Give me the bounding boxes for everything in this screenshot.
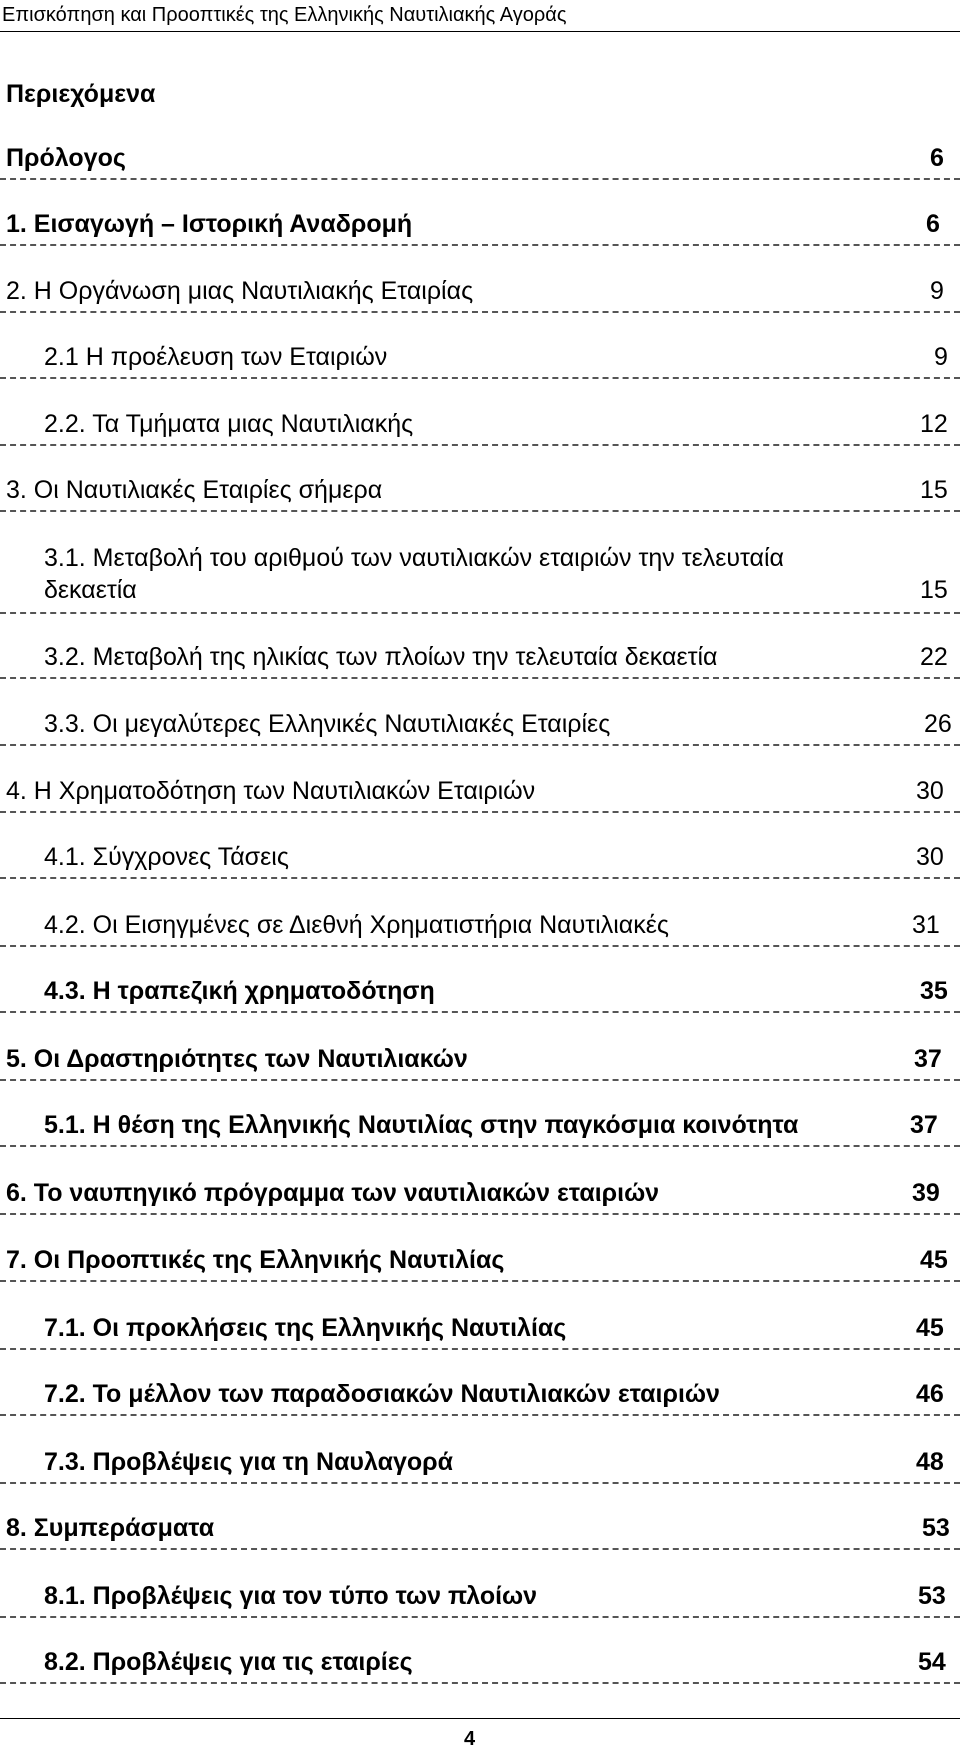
toc-entry-title: 2. Η Οργάνωση μιας Ναυτιλιακής Εταιρίας	[6, 277, 474, 305]
toc-entry-page: 53	[922, 1514, 950, 1542]
toc-entry-page: 31	[912, 911, 940, 939]
toc-entry-leader	[0, 444, 960, 446]
toc-entry-page: 30	[916, 843, 944, 871]
toc-entry-title: 3.2. Μεταβολή της ηλικίας των πλοίων την τελευταία δεκαετία	[44, 643, 718, 671]
toc-entry-title: 5.1. Η θέση της Ελληνικής Ναυτιλίας στην παγκόσμια κοινότητα	[44, 1111, 799, 1139]
toc-entry-page: 35	[920, 977, 948, 1005]
toc-entry-title: 1. Εισαγωγή – Ιστορική Αναδρομή	[6, 210, 413, 238]
toc-entry-title: 4.2. Οι Εισηγμένες σε Διεθνή Χρηματιστήρια Ναυτιλιακές	[44, 911, 669, 939]
toc-entry-page: 15	[920, 576, 948, 604]
toc-entry-leader	[0, 178, 960, 180]
toc-entry-title: 2.1 Η προέλευση των Εταιριών	[44, 343, 388, 371]
toc-entry-leader	[0, 1079, 960, 1081]
toc-entry-page: 6	[926, 210, 940, 238]
toc-entry-title: 2.2. Τα Τμήματα μιας Ναυτιλιακής	[44, 410, 414, 438]
toc-entry-leader	[0, 377, 960, 379]
toc-entry-page: 45	[916, 1314, 944, 1342]
toc-entry-title: 8.2. Προβλέψεις για τις εταιρίες	[44, 1648, 413, 1676]
toc-heading: Περιεχόμενα	[6, 80, 156, 108]
toc-entry-leader	[0, 677, 960, 679]
toc-entry-leader	[0, 1011, 960, 1013]
toc-entry-leader	[0, 612, 960, 614]
toc-entry-leader	[0, 1682, 960, 1684]
toc-entry-page: 37	[914, 1045, 942, 1073]
toc-entry-leader	[0, 1213, 960, 1215]
toc-entry-leader	[0, 945, 960, 947]
toc-entry-page: 30	[916, 777, 944, 805]
toc-entry-title: 4. Η Χρηματοδότηση των Ναυτιλιακών Εταιριών	[6, 777, 536, 805]
toc-entry-page: 39	[912, 1179, 940, 1207]
toc-entry-title: 4.3. Η τραπεζική χρηματοδότηση	[44, 977, 435, 1005]
running-header	[0, 0, 960, 30]
toc-entry-leader	[0, 1616, 960, 1618]
toc-entry-title: 7.1. Οι προκλήσεις της Ελληνικής Ναυτιλίας	[44, 1314, 567, 1342]
toc-entry-leader	[0, 1145, 960, 1147]
toc-entry-title: 7.3. Προβλέψεις για τη Ναυλαγορά	[44, 1448, 453, 1476]
footer-rule	[0, 1718, 960, 1719]
toc-entry-title: 8. Συμπεράσματα	[6, 1514, 215, 1542]
toc-entry-leader	[0, 1348, 960, 1350]
toc-entry-page: 22	[920, 643, 948, 671]
toc-entry-page: 6	[930, 144, 944, 172]
toc-entry-page: 9	[930, 277, 944, 305]
toc-entry-leader	[0, 1414, 960, 1416]
toc-entry-leader	[0, 1548, 960, 1550]
toc-entry-page: 53	[918, 1582, 946, 1610]
toc-entry-page: 37	[910, 1111, 938, 1139]
toc-entry-title: 3. Οι Ναυτιλιακές Εταιρίες σήμερα	[6, 476, 383, 504]
toc-entry-title: 7. Οι Προοπτικές της Ελληνικής Ναυτιλίας	[6, 1246, 505, 1274]
toc-entry-title: Πρόλογος	[6, 144, 126, 172]
toc-entry-title: 5. Οι Δραστηριότητες των Ναυτιλιακών	[6, 1045, 468, 1073]
page-number: 4	[464, 1728, 476, 1750]
toc-entry-page: 45	[920, 1246, 948, 1274]
toc-entry-title: 6. Το ναυπηγικό πρόγραμμα των ναυτιλιακών εταιριών	[6, 1179, 660, 1207]
toc-entry-page: 26	[924, 710, 952, 738]
header-rule	[0, 31, 960, 32]
toc-entry-page: 12	[920, 410, 948, 438]
toc-entry-page: 46	[916, 1380, 944, 1408]
toc-entry-leader	[0, 311, 960, 313]
toc-entry-title: 8.1. Προβλέψεις για τον τύπο των πλοίων	[44, 1582, 538, 1610]
toc-entry-leader	[0, 510, 960, 512]
toc-entry-leader	[0, 877, 960, 879]
toc-entry-title: 7.2. Το μέλλον των παραδοσιακών Ναυτιλιακών εταιριών	[44, 1380, 720, 1408]
toc-entry-title: 3.3. Οι μεγαλύτερες Ελληνικές Ναυτιλιακές Εταιρίες	[44, 710, 611, 738]
toc-entry-leader	[0, 1482, 960, 1484]
toc-entry-leader	[0, 744, 960, 746]
toc-entry-leader	[0, 1280, 960, 1282]
toc-entry-page: 15	[920, 476, 948, 504]
toc-entry-title: 4.1. Σύγχρονες Τάσεις	[44, 843, 289, 871]
toc-entry-page: 9	[934, 343, 948, 371]
toc-entry-page: 54	[918, 1648, 946, 1676]
toc-entry-title: 3.1. Μεταβολή του αριθμού των ναυτιλιακών εταιριών την τελευταία δεκαετία	[44, 544, 785, 604]
toc-entry-leader	[0, 244, 960, 246]
document-title: Επισκόπηση και Προοπτικές της Ελληνικής Ναυτιλιακής Αγοράς	[2, 4, 567, 26]
toc-entry-leader	[0, 811, 960, 813]
toc-entry-page: 48	[916, 1448, 944, 1476]
